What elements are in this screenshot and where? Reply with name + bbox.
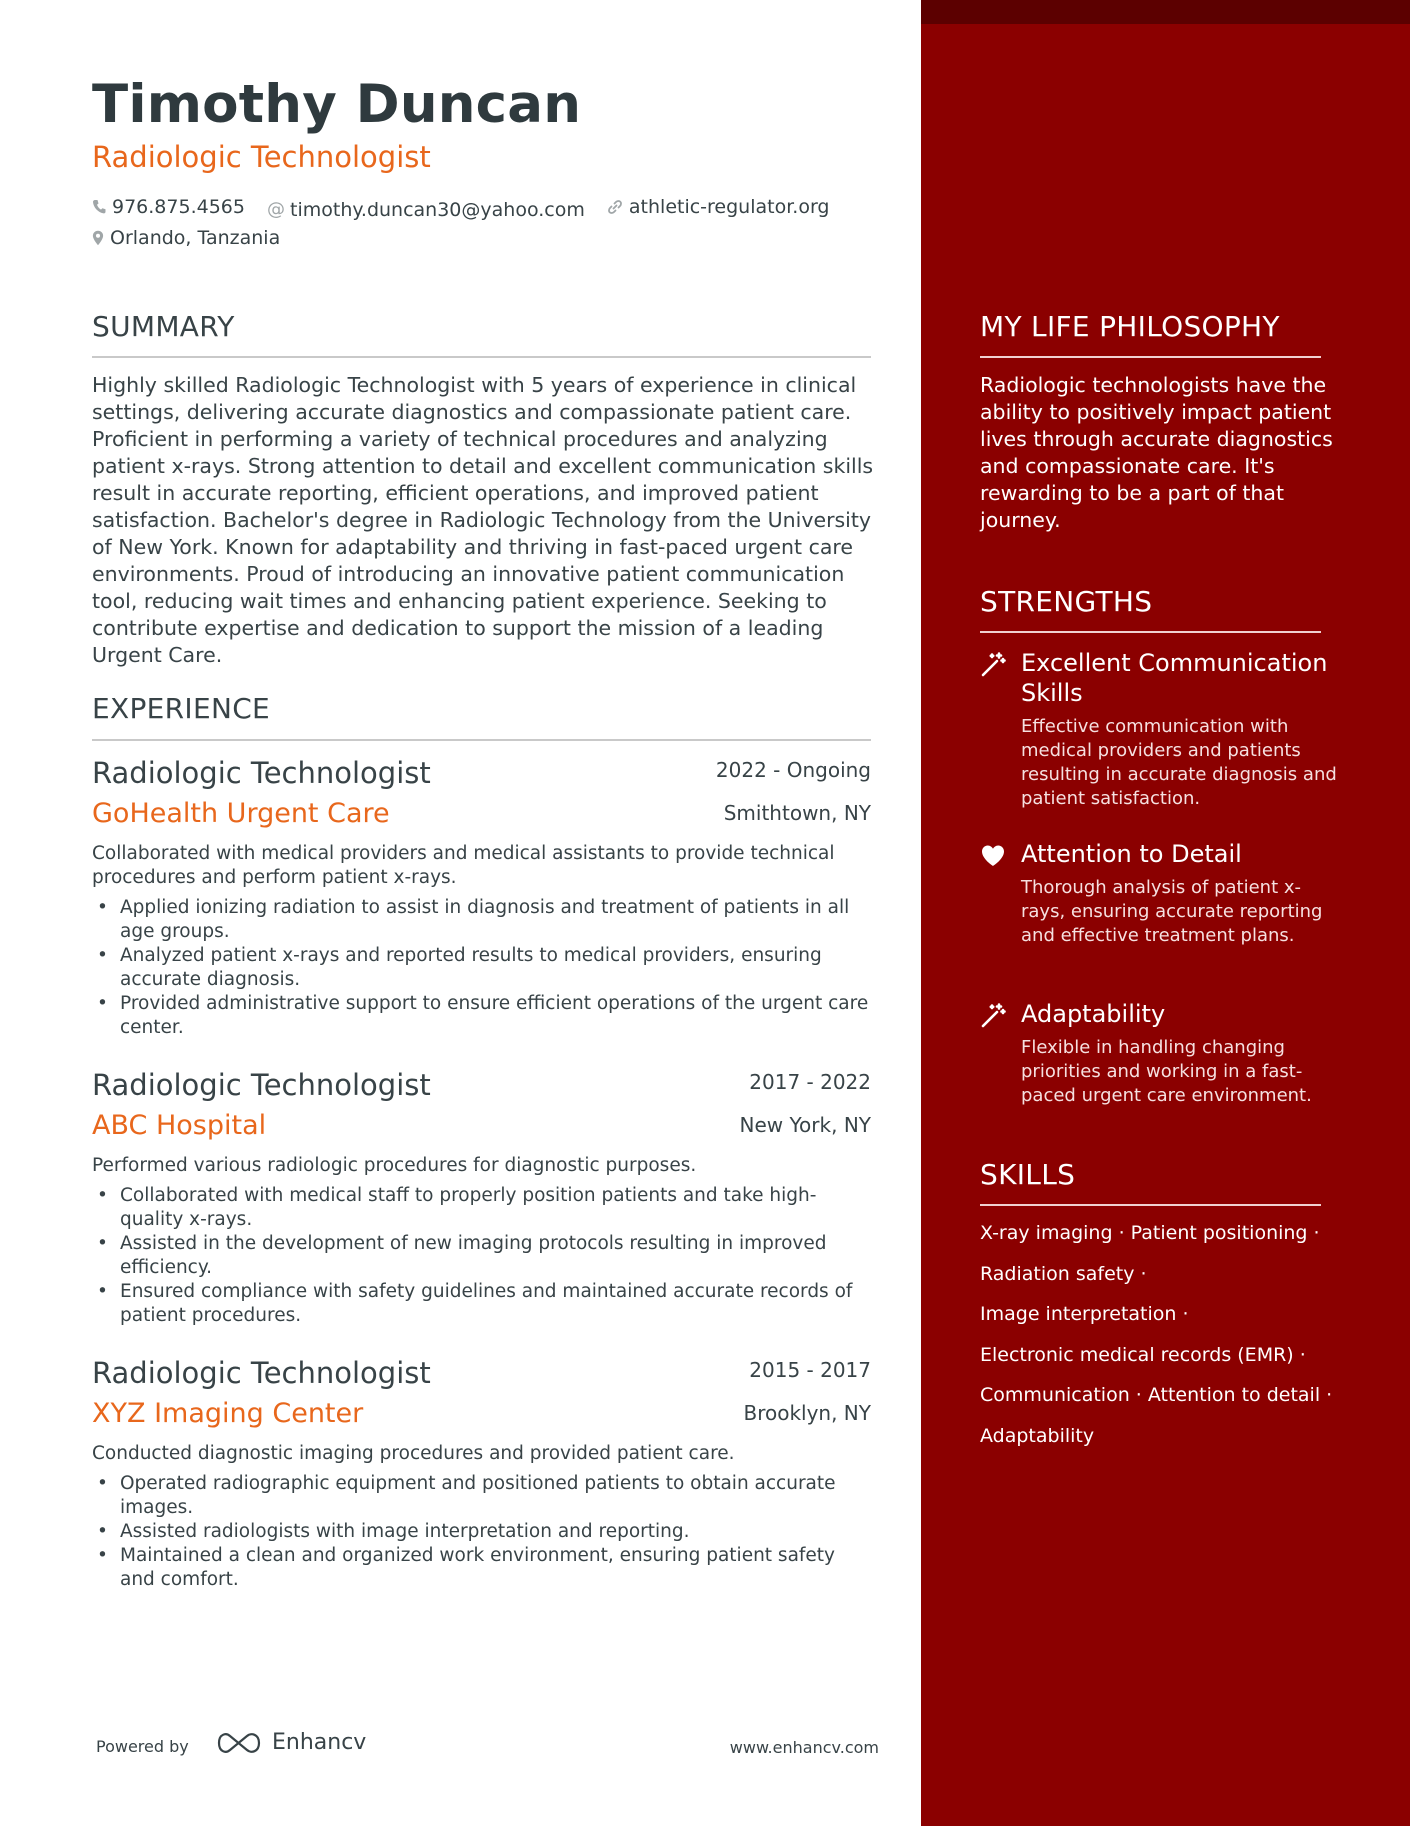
strength-title: Excellent Communication Skills	[1021, 649, 1328, 707]
job-dates: 2017 - 2022	[749, 1070, 871, 1094]
candidate-name: Timothy Duncan	[92, 74, 582, 135]
philosophy-text: Radiologic technologists have the ability to positively impact patient lives through accurate diagnostics and compassionate care. It's rewarding to be a part of that journey.	[980, 373, 1333, 532]
magic-wand-icon	[980, 1003, 1006, 1029]
skills-heading: SKILLS	[980, 1158, 1076, 1191]
job-bullets	[92, 1472, 871, 1592]
job-company: ABC Hospital	[92, 1110, 267, 1141]
sidebar	[921, 0, 1410, 1826]
strength-description: Thorough analysis of patient x-rays, ensuring accurate reporting and effective treatment plans.	[1021, 877, 1323, 946]
brand-name: Enhancv	[272, 1730, 367, 1755]
skill-line: Communication · Attention to detail ·	[980, 1384, 1333, 1406]
phone-text: 976.875.4565	[112, 196, 245, 218]
job-bullet: • Provided administrative support to ensure efficient operations of the urgent care center.	[92, 992, 871, 1040]
powered-by-label: Powered by	[96, 1737, 189, 1756]
summary-text: Highly skilled Radiologic Technologist with 5 years of experience in clinical settings, delivering accurate diagnostics and compassionate patient care. Proficient in performing a variety of technical procedures and analyzing patient x-rays. Strong attention to detail and excellent communication skills result in accurate reporting, efficient operations, and improved patient satisfaction. Bachelor's degree in Radiologic Technology from the University of New York. Known for adaptability and thriving in fast-paced urgent care environments. Proud of introducing an innovative patient communication tool, reducing wait times and enhancing patient experience. Seeking to contribute expertise and dedication to support the mission of a leading Urgent Care.	[92, 373, 874, 667]
job-bullet: • Ensured compliance with safety guidelines and maintained accurate records of patient procedures.	[92, 1280, 871, 1328]
job-company: XYZ Imaging Center	[92, 1398, 364, 1429]
job-bullet: • Analyzed patient x-rays and reported results to medical providers, ensuring accurate diagnosis.	[92, 944, 871, 992]
contact-location	[92, 224, 280, 252]
job-location: Smithtown, NY	[723, 801, 871, 825]
sidebar-top-band	[921, 0, 1410, 24]
job-bullet: • Applied ionizing radiation to assist in diagnosis and treatment of patients in all age groups.	[92, 896, 871, 944]
enhancv-logo-icon	[216, 1731, 262, 1755]
at-icon: @	[267, 199, 286, 220]
heart-icon	[980, 843, 1006, 869]
strength-title: Attention to Detail	[1021, 840, 1242, 868]
job-title: Radiologic Technologist	[92, 1356, 431, 1390]
email-text[interactable]: timothy.duncan30@yahoo.com	[290, 199, 585, 221]
magic-wand-icon	[980, 652, 1006, 678]
footer	[96, 1730, 879, 1764]
strengths-divider	[980, 631, 1321, 633]
job-bullet: • Operated radiographic equipment and positioned patients to obtain accurate images.	[92, 1472, 871, 1520]
link-icon	[607, 199, 623, 215]
job-location: New York, NY	[739, 1113, 871, 1137]
contact-website[interactable]	[607, 193, 830, 221]
skill-line: Electronic medical records (EMR) ·	[980, 1343, 1306, 1366]
strengths-heading: STRENGTHS	[980, 585, 1153, 618]
job-title: Radiologic Technologist	[92, 756, 431, 790]
job-bullet: • Collaborated with medical staff to properly position patients and take high-quality x-rays.	[92, 1184, 871, 1232]
job-dates: 2015 - 2017	[749, 1358, 871, 1382]
summary-heading: SUMMARY	[92, 310, 235, 343]
skill-line: Radiation safety ·	[980, 1262, 1147, 1285]
summary-divider	[92, 356, 871, 358]
job-bullet: • Maintained a clean and organized work environment, ensuring patient safety and comfort.	[92, 1544, 871, 1592]
contact-info	[92, 193, 871, 254]
strength-description: Flexible in handling changing priorities and working in a fast-paced urgent care environment.	[1021, 1037, 1312, 1106]
skill-line: X-ray imaging · Patient positioning ·	[980, 1222, 1320, 1244]
website-text[interactable]: athletic-regulator.org	[628, 196, 830, 218]
brand-logo[interactable]	[216, 1730, 366, 1755]
footer-website-link[interactable]: www.enhancv.com	[729, 1738, 879, 1757]
skill-line: Image interpretation ·	[980, 1303, 1189, 1325]
job-description: Performed various radiologic procedures for diagnostic purposes.	[92, 1155, 697, 1176]
location-pin-icon	[92, 230, 104, 246]
candidate-title: Radiologic Technologist	[92, 140, 431, 174]
job-description: Conducted diagnostic imaging procedures and provided patient care.	[92, 1443, 735, 1464]
job-bullets	[92, 1184, 871, 1328]
phone-icon	[92, 199, 106, 215]
skill-line: Adaptability	[980, 1424, 1095, 1447]
job-bullet: • Assisted radiologists with image interpretation and reporting.	[92, 1520, 871, 1544]
job-bullets	[92, 896, 871, 1040]
contact-phone	[92, 193, 245, 221]
job-dates: 2022 - Ongoing	[715, 758, 871, 782]
skills-list	[980, 1218, 1339, 1461]
philosophy-divider	[980, 356, 1321, 358]
skills-divider	[980, 1204, 1321, 1206]
philosophy-heading: MY LIFE PHILOSOPHY	[980, 310, 1280, 343]
job-title: Radiologic Technologist	[92, 1068, 431, 1102]
strength-title: Adaptability	[1021, 1000, 1166, 1028]
contact-email[interactable]	[267, 196, 585, 224]
experience-heading: EXPERIENCE	[92, 692, 271, 725]
experience-divider	[92, 739, 871, 741]
job-company: GoHealth Urgent Care	[92, 798, 390, 829]
strength-description: Effective communication with medical providers and patients resulting in accurate diagnosis and patient satisfaction.	[1021, 716, 1337, 809]
location-text: Orlando, Tanzania	[110, 227, 281, 249]
job-description: Collaborated with medical providers and medical assistants to provide technical procedures and perform patient x-rays.	[92, 843, 835, 888]
job-location: Brooklyn, NY	[743, 1401, 871, 1425]
job-bullet: • Assisted in the development of new imaging protocols resulting in improved efficiency.	[92, 1232, 871, 1280]
